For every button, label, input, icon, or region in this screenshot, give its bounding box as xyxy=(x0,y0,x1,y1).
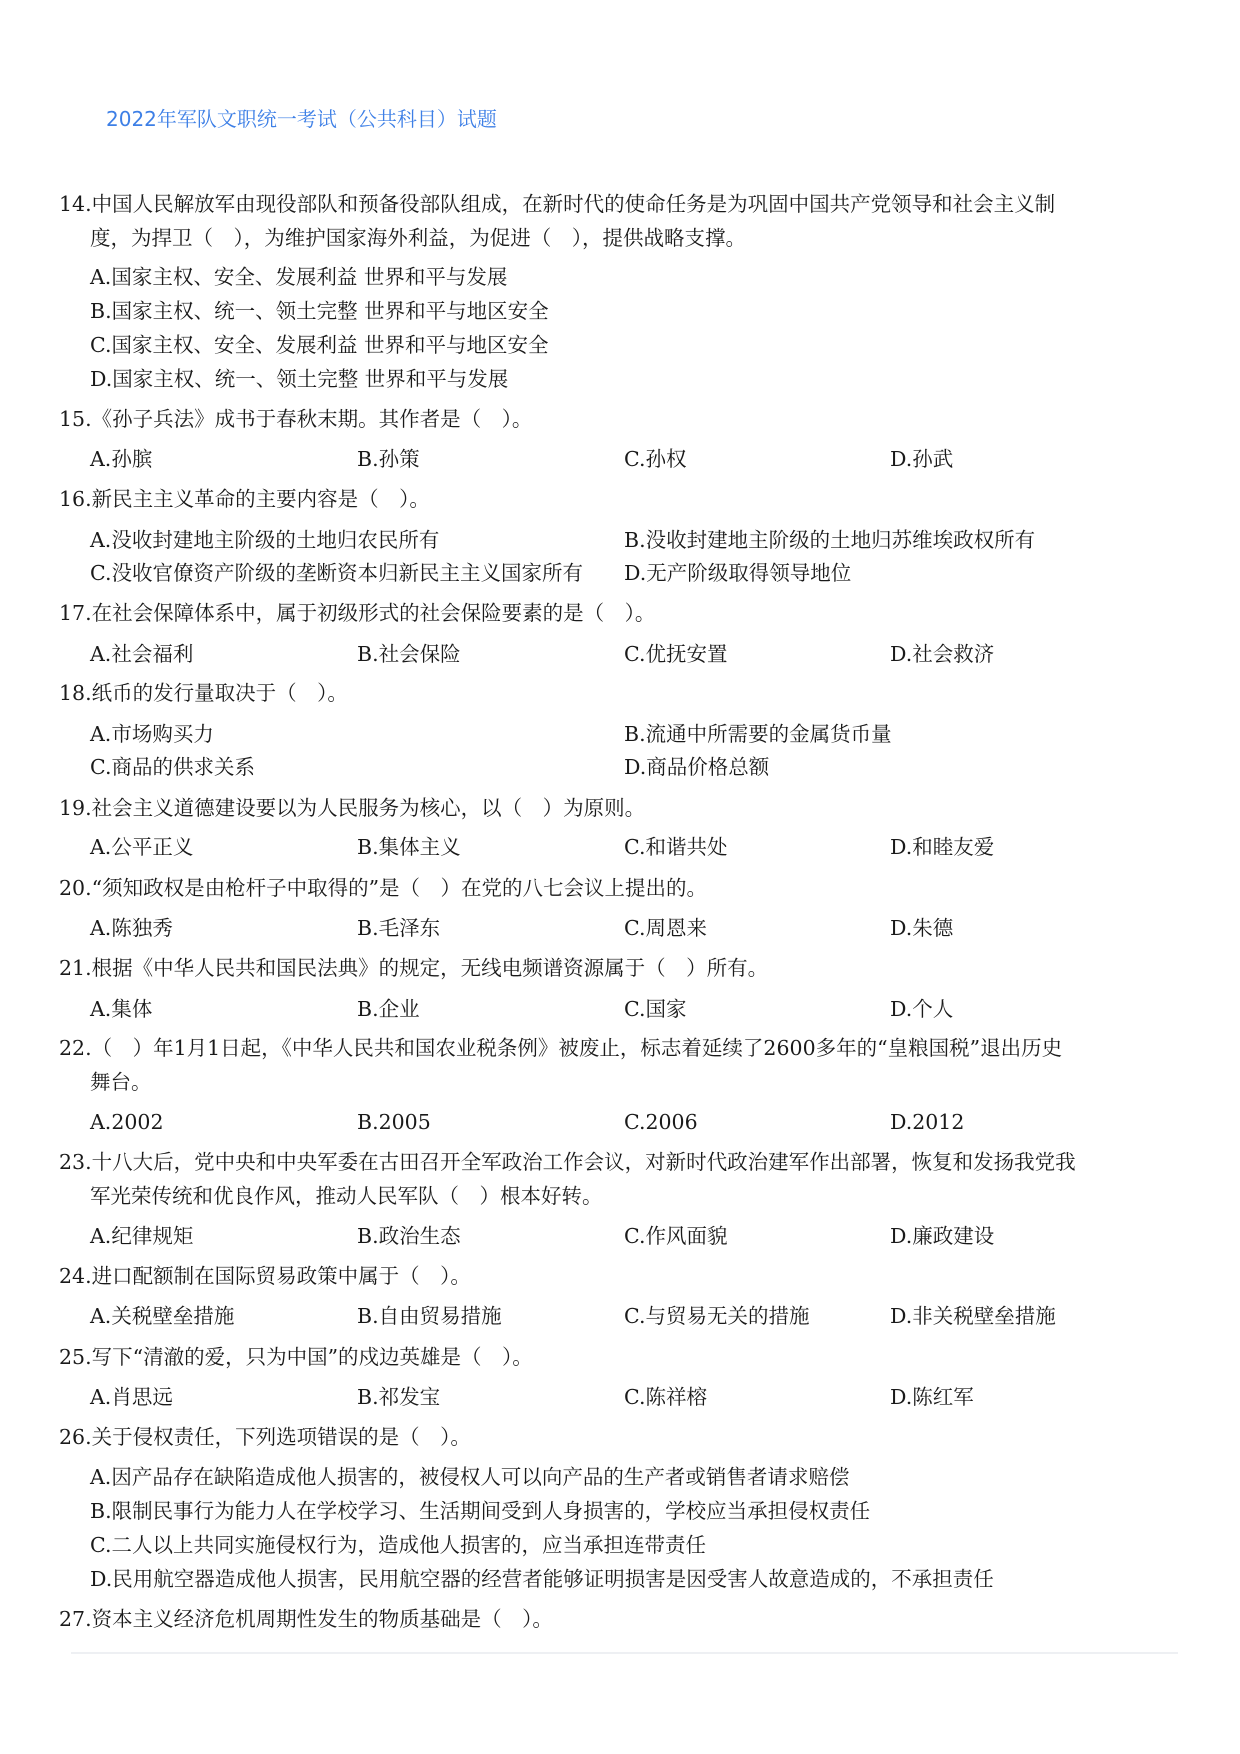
option-15-a: A.孙膑 xyxy=(90,447,153,471)
option-20-c: C.周恩来 xyxy=(624,916,707,940)
option-19-d: D.和睦友爱 xyxy=(890,835,995,859)
option-25-c: C.陈祥榕 xyxy=(624,1385,707,1409)
option-22-d: D.2012 xyxy=(890,1110,965,1134)
option-16-c: C.没收官僚资产阶级的垄断资本归新民主主义国家所有 xyxy=(90,561,583,585)
option-25-b: B.祁发宝 xyxy=(357,1385,441,1409)
question-24: 24.进口配额制在国际贸易政策中属于（ ）。 xyxy=(59,1264,471,1288)
option-20-d: D.朱德 xyxy=(890,916,954,940)
option-20-a: A.陈独秀 xyxy=(90,916,173,940)
question-22: 22.（ ）年1月1日起，《中华人民共和国农业税条例》被废止，标志着延续了2600多年的“皇粮国税”退出历史 xyxy=(59,1036,1063,1060)
page-divider xyxy=(71,1652,1178,1654)
option-24-c: C.与贸易无关的措施 xyxy=(624,1304,810,1328)
option-24-b: B.自由贸易措施 xyxy=(357,1304,502,1328)
question-19: 19.社会主义道德建设要以为人民服务为核心，以（ ）为原则。 xyxy=(59,796,646,820)
option-23-d: D.廉政建设 xyxy=(890,1224,995,1248)
question-23-cont: 军光荣传统和优良作风，推动人民军队（ ）根本好转。 xyxy=(90,1184,603,1208)
option-26-a: A.因产品存在缺陷造成他人损害的，被侵权人可以向产品的生产者或销售者请求赔偿 xyxy=(90,1465,850,1489)
question-26: 26.关于侵权责任，下列选项错误的是（ ）。 xyxy=(59,1425,471,1449)
option-22-c: C.2006 xyxy=(624,1110,698,1134)
question-16: 16.新民主主义革命的主要内容是（ ）。 xyxy=(59,487,430,511)
question-23: 23.十八大后，党中央和中央军委在古田召开全军政治工作会议，对新时代政治建军作出部署，恢复和发扬我党我 xyxy=(59,1150,1076,1174)
option-21-b: B.企业 xyxy=(357,997,420,1021)
option-19-c: C.和谐共处 xyxy=(624,835,728,859)
question-18: 18.纸币的发行量取决于（ ）。 xyxy=(59,681,348,705)
question-14: 14.中国人民解放军由现役部队和预备役部队组成，在新时代的使命任务是为巩固中国共产党领导和社会主义制 xyxy=(59,192,1056,216)
option-15-c: C.孙权 xyxy=(624,447,687,471)
question-21: 21.根据《中华人民共和国民法典》的规定，无线电频谱资源属于（ ）所有。 xyxy=(59,956,769,980)
option-21-d: D.个人 xyxy=(890,997,954,1021)
question-17: 17.在社会保障体系中，属于初级形式的社会保险要素的是（ ）。 xyxy=(59,601,656,625)
option-17-d: D.社会救济 xyxy=(890,642,995,666)
question-22-cont: 舞台。 xyxy=(90,1070,152,1094)
option-25-d: D.陈红军 xyxy=(890,1385,974,1409)
option-18-c: C.商品的供求关系 xyxy=(90,755,255,779)
option-21-c: C.国家 xyxy=(624,997,687,1021)
option-21-a: A.集体 xyxy=(90,997,153,1021)
option-16-d: D.无产阶级取得领导地位 xyxy=(624,561,852,585)
option-22-a: A.2002 xyxy=(90,1110,164,1134)
document-title: 2022年军队文职统一考试（公共科目）试题 xyxy=(106,107,497,131)
option-18-b: B.流通中所需要的金属货币量 xyxy=(624,722,892,746)
option-14-d: D.国家主权、统一、领土完整 世界和平与发展 xyxy=(90,367,509,391)
option-14-a: A.国家主权、安全、发展利益 世界和平与发展 xyxy=(90,265,508,289)
option-16-a: A.没收封建地主阶级的土地归农民所有 xyxy=(90,528,440,552)
option-18-d: D.商品价格总额 xyxy=(624,755,770,779)
option-23-b: B.政治生态 xyxy=(357,1224,461,1248)
question-15: 15.《孙子兵法》成书于春秋末期。其作者是（ ）。 xyxy=(59,407,533,431)
option-23-a: A.纪律规矩 xyxy=(90,1224,194,1248)
option-25-a: A.肖思远 xyxy=(90,1385,173,1409)
option-19-b: B.集体主义 xyxy=(357,835,461,859)
option-26-b: B.限制民事行为能力人在学校学习、生活期间受到人身损害的，学校应当承担侵权责任 xyxy=(90,1499,871,1523)
option-22-b: B.2005 xyxy=(357,1110,431,1134)
option-17-a: A.社会福利 xyxy=(90,642,194,666)
option-23-c: C.作风面貌 xyxy=(624,1224,728,1248)
option-20-b: B.毛泽东 xyxy=(357,916,441,940)
option-17-c: C.优抚安置 xyxy=(624,642,728,666)
option-14-b: B.国家主权、统一、领土完整 世界和平与地区安全 xyxy=(90,299,549,323)
option-26-c: C.二人以上共同实施侵权行为，造成他人损害的，应当承担连带责任 xyxy=(90,1533,706,1557)
question-14-cont: 度，为捍卫（ ），为维护国家海外利益，为促进（ ），提供战略支撑。 xyxy=(90,226,746,250)
option-24-a: A.关税壁垒措施 xyxy=(90,1304,235,1328)
option-17-b: B.社会保险 xyxy=(357,642,461,666)
option-14-c: C.国家主权、安全、发展利益 世界和平与地区安全 xyxy=(90,333,549,357)
option-18-a: A.市场购买力 xyxy=(90,722,214,746)
option-24-d: D.非关税壁垒措施 xyxy=(890,1304,1056,1328)
option-16-b: B.没收封建地主阶级的土地归苏维埃政权所有 xyxy=(624,528,1036,552)
option-15-d: D.孙武 xyxy=(890,447,954,471)
question-25: 25.写下“清澈的爱，只为中国”的戍边英雄是（ ）。 xyxy=(59,1345,533,1369)
option-19-a: A.公平正义 xyxy=(90,835,194,859)
question-27: 27.资本主义经济危机周期性发生的物质基础是（ ）。 xyxy=(59,1607,553,1631)
question-20: 20.“须知政权是由枪杆子中取得的”是（ ）在党的八七会议上提出的。 xyxy=(59,876,708,900)
option-26-d: D.民用航空器造成他人损害，民用航空器的经营者能够证明损害是因受害人故意造成的，不承担责任 xyxy=(90,1567,994,1591)
option-15-b: B.孙策 xyxy=(357,447,420,471)
